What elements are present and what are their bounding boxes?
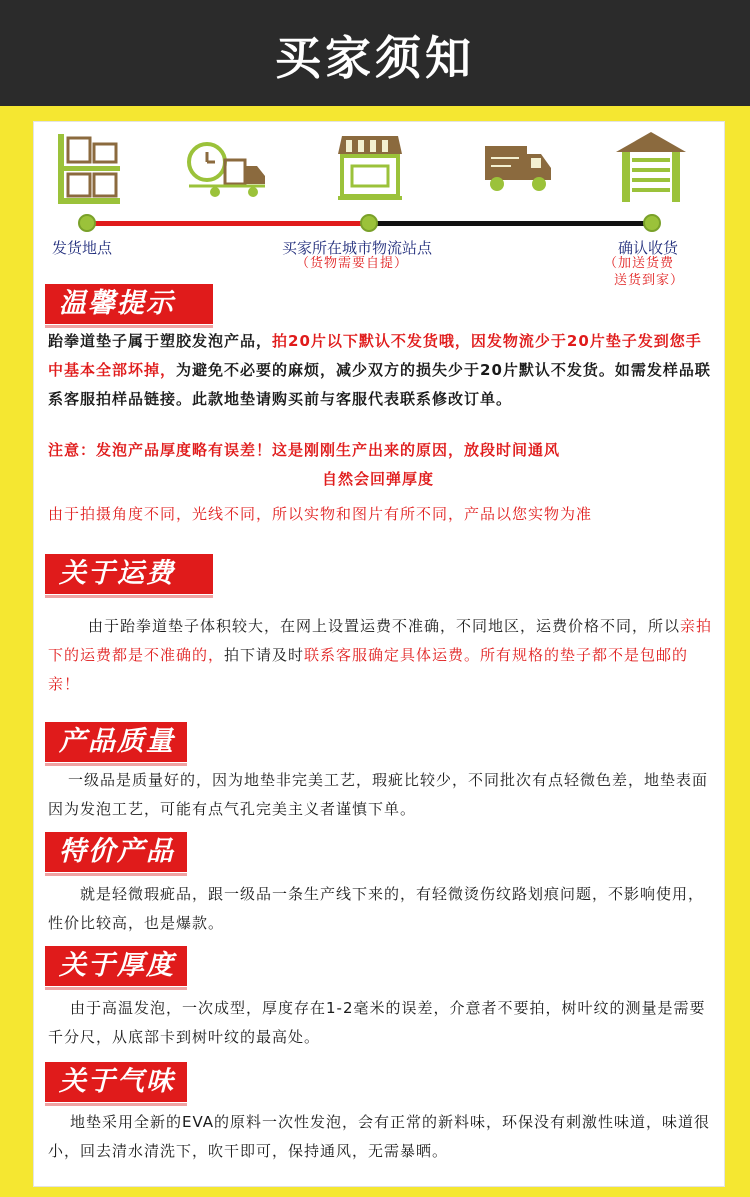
smell-paragraph: 地垫采用全新的EVA的原料一次性发泡，会有正常的新料味，环保没有刺激性味道，味道很小，回去清水清洗下，吹干即可，保持通风，无需暴晒。 xyxy=(48,1113,711,1160)
timeline-dot-start xyxy=(78,214,96,232)
storefront-icon xyxy=(336,130,404,202)
shipping-paragraph xyxy=(48,612,713,699)
label-buyer-station: 买家所在城市物流站点 xyxy=(282,239,433,257)
quality-paragraph: 一级品是质量好的，因为地垫非完美工艺，瑕疵比较少，不同批次有点轻微色差，地垫表面因为发泡工艺，可能有点气孔完美主义者谨慎下单。 xyxy=(48,771,709,818)
shipping-text-a: 由于跆拳道垫子体积较大，在网上设置运费不准确，不同地区，运费价格不同，所以 xyxy=(88,617,681,635)
label-ship-origin: 发货地点 xyxy=(52,239,113,257)
tips-text-b: 拍20片以下默认不发货哦，因发物流少于20片垫子发到您手中基本全部坏掉， xyxy=(48,332,702,379)
label-delivery-note-1: （加送货费 xyxy=(604,256,675,271)
tips-note-2: 自然会回弹厚度 xyxy=(321,470,434,488)
label-delivery-note-2: 送货到家） xyxy=(614,273,685,288)
garage-home-icon xyxy=(614,128,688,206)
label-buyer-station-note: （货物需要自提） xyxy=(296,256,409,271)
tips-text-a: 跆拳道垫子属于塑胶发泡产品， xyxy=(48,332,273,350)
section-heading-tips: 温馨提示 xyxy=(45,284,213,324)
timeline-dot-mid xyxy=(360,214,378,232)
section-heading-quality: 产品质量 xyxy=(45,722,187,762)
warehouse-shelf-icon xyxy=(54,130,124,206)
thickness-paragraph: 由于高温发泡，一次成型，厚度存在1-2毫米的误差，介意者不要拍，树叶纹的测量是需要千分尺，从底部卡到树叶纹的最高处。 xyxy=(48,999,706,1046)
shipping-text-b: 亲拍下的运费都是不准确的， xyxy=(48,617,713,664)
van-icon xyxy=(483,140,553,194)
section-heading-smell: 关于气味 xyxy=(45,1062,187,1102)
special-paragraph: 就是轻微瑕疵品，跟一级品一条生产线下来的，有轻微烫伤纹路划痕问题，不影响使用，性价比较高，也是爆款。 xyxy=(48,885,705,932)
section-heading-shipping: 关于运费 xyxy=(45,554,213,594)
timeline-red-segment xyxy=(86,221,368,226)
tips-note-3: 由于拍摄角度不同，光线不同，所以实物和图片有所不同，产品以您实物为准 xyxy=(48,505,593,523)
timeline-black-segment xyxy=(368,221,650,226)
page-title: 买家须知 xyxy=(275,31,475,85)
section-heading-special: 特价产品 xyxy=(45,832,187,872)
delivery-truck-clock-icon xyxy=(185,140,269,200)
label-confirm-receipt: 确认收货 xyxy=(618,239,679,257)
tips-note-1: 注意：发泡产品厚度略有误差！这是刚刚生产出来的原因，放段时间通风 xyxy=(48,441,561,459)
timeline-dot-end xyxy=(643,214,661,232)
shipping-text-d: 联系客服确定具体运费。所有规格的垫子都不是包邮的亲！ xyxy=(48,646,689,693)
shipping-text-c: 拍下请及时 xyxy=(224,646,305,664)
tips-paragraph xyxy=(48,327,713,414)
section-heading-thickness: 关于厚度 xyxy=(45,946,187,986)
tips-text-c: 为避免不必要的麻烦，减少双方的损失少于20片默认不发货。如需发样品联系客服拍样品链接。此款地垫请购买前与客服代表联系修改订单。 xyxy=(48,361,711,408)
